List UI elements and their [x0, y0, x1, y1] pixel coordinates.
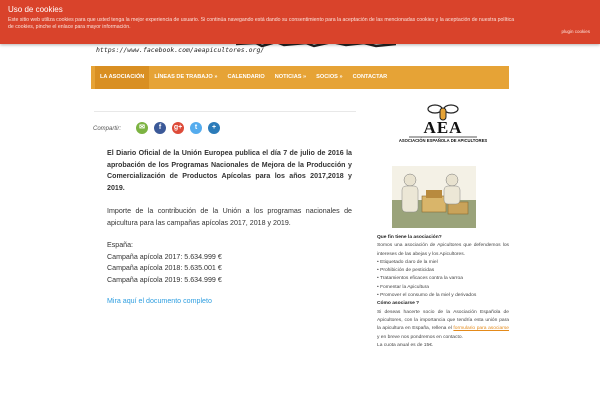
campaign-list	[107, 240, 352, 286]
campaign-2019: Campaña apícola 2019: 5.634.999 €	[107, 275, 222, 284]
sidebar	[377, 102, 509, 350]
question-purpose: Que fin tiene la asociación?	[377, 235, 442, 240]
twitter-icon[interactable]: t	[190, 122, 202, 134]
join-text-2: y en breve nos pondremos en contacto.	[377, 334, 463, 340]
bullet-4: • Fomentar la Apicultura	[377, 284, 430, 290]
article-body	[107, 148, 352, 308]
nav-item-noticias[interactable]: NOTICIAS »	[274, 74, 307, 80]
share-icon[interactable]: +	[208, 122, 220, 134]
beekeepers-photo	[392, 166, 476, 228]
intro-text: Somos una asociación de Apicultores que defendemos los intereses de las abejas y los Apicultores.	[377, 243, 509, 257]
logo-letters: AEA	[423, 118, 463, 137]
question-join: Cómo asociarse ?	[377, 301, 420, 307]
join-text	[377, 309, 509, 342]
google-plus-icon[interactable]: g+	[172, 122, 184, 134]
article-paragraph: Importe de la contribución de la Unión a los programas nacionales de apicultura para las campañas apícolas 2017, 2018 y 2019.	[107, 207, 352, 227]
cookie-banner	[0, 0, 600, 44]
campaign-2018: Campaña apícola 2018: 5.635.001 €	[107, 264, 222, 272]
campaign-2017: Campaña apícola 2017: 5.634.999 €	[107, 252, 222, 261]
article-lead: El Diario Oficial de la Unión Europea publica el día 7 de julio de 2016 la aprobación de los Programas Nacionales de Mejora de la Producción y Comercialización de Productos Apícolas para los años 2017,2018 y 2019.	[107, 149, 352, 192]
bullet-2: • Prohibición de pesticidas	[377, 268, 435, 274]
mail-icon[interactable]: ✉	[136, 122, 148, 134]
cookie-accept-link[interactable]: plugin cookies	[561, 29, 590, 34]
membership-form-link[interactable]: formulario para asociarse	[453, 326, 510, 332]
bullet-1: • Etiquetado claro de la miel	[377, 259, 438, 265]
nav-item-contactar[interactable]: CONTACTAR	[352, 74, 388, 80]
join-text-1: Si deseas hacerte socio de la Asociación Española de Apicultores, con la importancia que tendría esta unión para la apicultura en España, rellena el	[377, 309, 509, 332]
annual-fee: La cuota anual es de 15€.	[377, 342, 434, 348]
country-label: España:	[107, 241, 134, 249]
association-info	[377, 234, 509, 350]
nav-item-lineas[interactable]: LÍNEAS DE TRABAJO »	[154, 74, 218, 80]
cookie-title: Uso de cookies	[8, 5, 63, 14]
facebook-url[interactable]: https://www.facebook.com/aeapicultores.org/	[96, 46, 265, 54]
nav-item-socios[interactable]: SOCIOS »	[316, 74, 343, 80]
main-nav	[91, 66, 509, 89]
association-logo[interactable]	[377, 102, 509, 158]
share-bar	[136, 122, 220, 134]
nav-item-calendario[interactable]: CALENDARIO	[227, 74, 265, 80]
facebook-icon[interactable]: f	[154, 122, 166, 134]
cookie-text: Este sitio web utiliza cookies para que usted tenga la mejor experiencia de usuario. Si continúa navegando está dando su consentimiento para la aceptación de las mencionadas cookies y la aceptación de nuestra política de cookies, pinche el enlace para mayor información.	[8, 17, 515, 30]
bullet-3: • Tratamientos eficaces contra la varroa	[377, 276, 463, 282]
document-link[interactable]: Mira aquí el documento completo	[107, 297, 212, 305]
nav-item-asociacion[interactable]: LA ASOCIACIÓN	[95, 66, 149, 89]
logo-caption: ASOCIACIÓN ESPAÑOLA DE APICULTORES	[398, 138, 488, 143]
share-label: Compartir:	[93, 126, 122, 132]
bullet-5: • Promover el consumo de la miel y derivados	[377, 293, 477, 299]
content-divider	[94, 111, 356, 112]
